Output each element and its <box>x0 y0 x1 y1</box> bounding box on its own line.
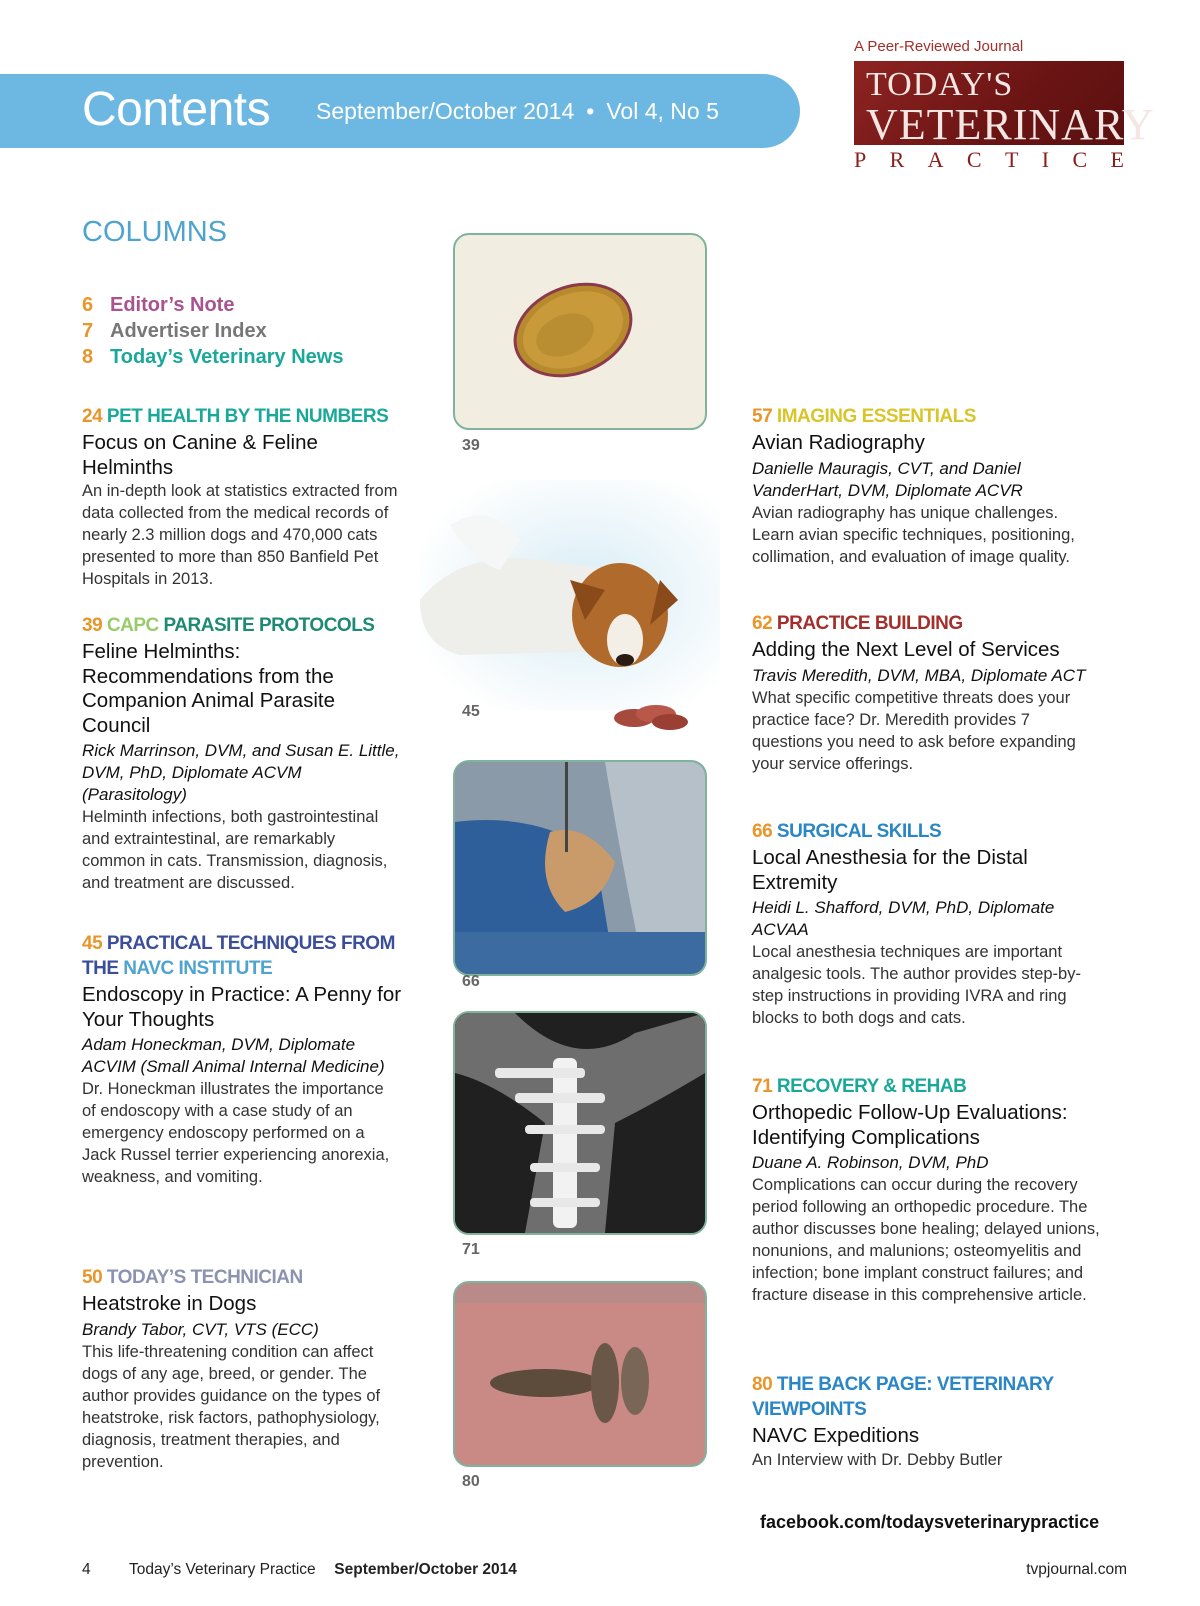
photo-caption: 39 <box>462 437 480 454</box>
article-section: 62 PRACTICE BUILDING <box>752 613 963 634</box>
footer-page-number: 4 <box>82 1561 91 1578</box>
article-section: 45 PRACTICAL TECHNIQUES FROM THE NAVC INSTITUTE <box>82 933 395 979</box>
column-item[interactable]: 8 Today’s Veterinary News <box>82 346 344 368</box>
article-section: 39 CAPC PARASITE PROTOCOLS <box>82 615 375 636</box>
photo-caption: 71 <box>462 1241 480 1258</box>
pennies-photo <box>612 700 692 734</box>
article-title: Heatstroke in Dogs <box>82 1292 257 1315</box>
issue-info <box>316 98 719 125</box>
photo-caption: 66 <box>462 973 480 990</box>
parasite-egg-icon <box>455 235 705 428</box>
article-description: Local anesthesia techniques are important analgesic tools. The author provides step-by-step instructions in providing IVRA and ring blocks to both dogs and cats. <box>752 943 1081 1027</box>
article-24[interactable] <box>82 404 412 590</box>
article-title: Focus on Canine & Feline Helminths <box>82 431 318 479</box>
column-item-label: Editor’s Note <box>110 294 235 316</box>
article-50[interactable] <box>82 1265 407 1473</box>
article-title: Endoscopy in Practice: A Penny for Your Thoughts <box>82 983 402 1031</box>
article-title: Orthopedic Follow-Up Evaluations: Identifying Complications <box>752 1101 1068 1149</box>
article-description: Dr. Honeckman illustrates the importance of endoscopy with a case study of an emergency endoscopy performed on a Jack Russel terrier experiencing anorexia, weakness, and vomiting. <box>82 1080 390 1186</box>
logo-text-practice: P R A C T I C E <box>854 147 1124 172</box>
footer-journal: Today’s Veterinary Practice <box>128 1561 316 1578</box>
surgery-icon <box>455 762 705 974</box>
article-authors: Heidi L. Shafford, DVM, PhD, Diplomate ACVAA <box>752 898 1055 939</box>
article-description: Complications can occur during the recovery period following an orthopedic procedure. The author discusses bone healing; delayed unions, nonunions, and malunions; osteomyelitis and infection; bone implant construct failures; and fracture disease in this comprehensive article. <box>752 1176 1100 1304</box>
columns-list <box>82 292 343 370</box>
facebook-link[interactable]: facebook.com/todaysveterinarypractice <box>760 1512 1100 1532</box>
issue-volume: Vol 4, No 5 <box>606 98 719 124</box>
article-description: This life-threatening condition can affect dogs of any age, breed, or gender. The author provides guidance on the types of heatstroke, risk factors, pathophysiology, diagnosis, treatment therapies, and prevention. <box>82 1342 381 1471</box>
issue-date: September/October 2014 <box>316 98 575 124</box>
article-section: 57 IMAGING ESSENTIALS <box>752 406 976 427</box>
xray-photo <box>453 1011 707 1235</box>
article-title: Local Anesthesia for the Distal Extremity <box>752 846 1028 894</box>
article-authors: Brandy Tabor, CVT, VTS (ECC) <box>82 1319 319 1339</box>
article-62[interactable] <box>752 611 1092 775</box>
column-item-label: Advertiser Index <box>110 320 267 342</box>
article-authors: Danielle Mauragis, CVT, and Daniel VanderHart, DVM, Diplomate ACVR <box>752 458 1023 500</box>
article-description: Avian radiography has unique challenges. Learn avian specific techniques, positioning, collimation, and evaluation of image quality. <box>752 503 1075 566</box>
column-item-label: Today’s Veterinary News <box>110 346 344 368</box>
logo-text-todays: TODAY'S <box>866 66 1014 103</box>
columns-heading: COLUMNS <box>82 216 228 248</box>
article-authors: Duane A. Robinson, DVM, PhD <box>752 1153 989 1172</box>
article-title: Feline Helminths: Recommendations from the Companion Animal Parasite Council <box>82 640 335 737</box>
column-item[interactable]: 6 Editor’s Note <box>82 294 235 316</box>
photo-caption: 45 <box>462 703 480 720</box>
article-section: 71 RECOVERY & REHAB <box>752 1076 967 1097</box>
coins-icon <box>612 700 692 734</box>
article-section: 66 SURGICAL SKILLS <box>752 821 942 842</box>
footer-info <box>82 1561 517 1579</box>
column-item[interactable]: 7 Advertiser Index <box>82 320 267 342</box>
article-66[interactable] <box>752 819 1102 1029</box>
photo-caption: 80 <box>462 1473 480 1490</box>
sea-lions-photo <box>453 1281 707 1467</box>
logo-text-veterinary: VETERINARY <box>866 100 1155 149</box>
article-section: 24 PET HEALTH BY THE NUMBERS <box>82 406 389 427</box>
article-80[interactable] <box>752 1372 1082 1471</box>
parasite-egg-photo <box>453 233 707 430</box>
dog-photo <box>420 480 720 710</box>
footer-site-link[interactable]: tvpjournal.com <box>1026 1561 1127 1578</box>
article-57[interactable] <box>752 404 1102 568</box>
footer-issue: September/October 2014 <box>334 1561 517 1578</box>
article-description: An in-depth look at statistics extracted from data collected from the medical records of nearly 2.3 million dogs and 470,000 cats presented to more than 850 Banfield Pet Hospitals in 2013. <box>82 482 398 588</box>
article-description: Helminth infections, both gastrointestinal and extraintestinal, are remarkably common in cats. Transmission, diagnosis, and treatment are discussed. <box>82 808 388 892</box>
dog-icon <box>420 480 720 710</box>
article-authors: Rick Marrinson, DVM, and Susan E. Little, DVM, PhD, Diplomate ACVM (Parasitology) <box>82 741 400 804</box>
surgery-photo <box>453 760 707 976</box>
issue-separator: • <box>586 98 595 124</box>
article-authors: Adam Honeckman, DVM, Diplomate ACVIM (Small Animal Internal Medicine) <box>82 1035 385 1076</box>
article-title: Adding the Next Level of Services <box>752 638 1060 661</box>
article-title: Avian Radiography <box>752 431 925 454</box>
article-71[interactable] <box>752 1074 1102 1306</box>
article-section: 80 THE BACK PAGE: VETERINARY VIEWPOINTS <box>752 1374 1054 1420</box>
article-authors: Travis Meredith, DVM, MBA, Diplomate ACT <box>752 665 1086 685</box>
article-45[interactable] <box>82 931 402 1188</box>
article-title: NAVC Expeditions <box>752 1424 920 1447</box>
sea-lion-icon <box>455 1283 705 1465</box>
article-39[interactable] <box>82 613 402 894</box>
article-description: An Interview with Dr. Debby Butler <box>752 1450 1003 1469</box>
peer-reviewed-tagline: A Peer-Reviewed Journal <box>854 38 1024 55</box>
bone-xray-icon <box>455 1013 705 1233</box>
page-title: Contents <box>82 83 271 136</box>
article-description: What specific competitive threats does your practice face? Dr. Meredith provides 7 questions you need to ask before expanding your service offerings. <box>752 688 1076 773</box>
article-section: 50 TODAY’S TECHNICIAN <box>82 1267 303 1288</box>
